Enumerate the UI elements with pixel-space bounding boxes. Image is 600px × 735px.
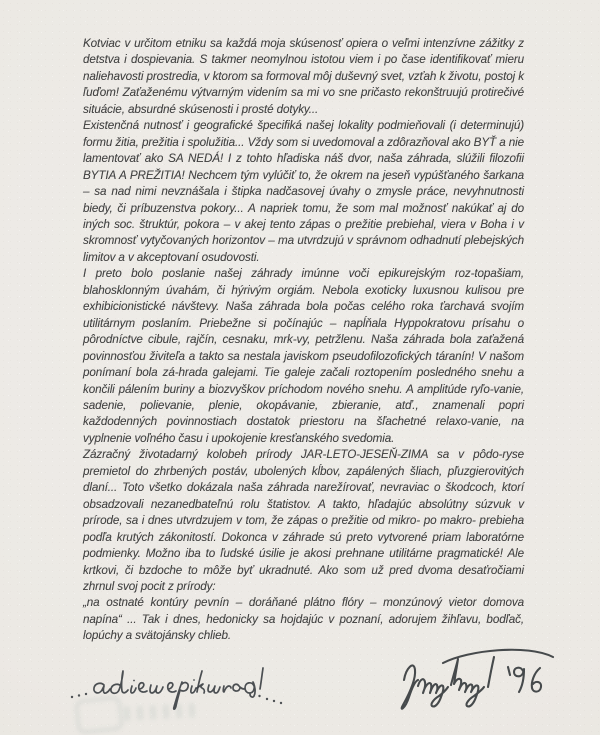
paragraph: „na ostnaté kontúry pevnín – doráňané plátno flóry – monzúnový vietor domova napína“ ... Tak i dnes, hedonicky sa hojdajúc v poznaní, adorujem žihľavu, bodľač, lopúchy a svätojánsky chlieb. [83,596,524,643]
typed-text-block [83,36,524,645]
paragraph: Existenčná nutnosť i geografické špecifiká našej lokality podmieňovali (i determinujú) formu žitia, prežitia i spolužitia... Vždy som si uvedomoval a zdôrazňoval ako BYŤ a nie lamentovať ako SA NEDÁ! I z tohto hľadiska náš dvor, naša záhrada, slúžili filozofii BYTIA A PREŽITIA! Nechcem tým vylúčiť to, že okrem na jeseň vypúšťaného šarkana – sa nad nimi nevznášala i štipka nadčasovej úvahy o zmysle práce, nevyhnutnosti biedy, či príbuzenstva pokory... A napriek tomu, že som mal možnosť nakúkať aj do iných soc. štruktúr, pokora – v akej tento zápas o prežitie prebiehal, viera v Boha i v skromnosť vytyčovaných horizontov – ma utvrdzujú v správnom odhadnutí plebejských limitov a v akceptovaní osudovosti. [83,119,524,264]
paragraph: I preto bolo poslanie našej záhrady imúnne voči epikurejským roz-topašiam, blahosklonným úvahám, či hýrivým orgiám. Nebola exoticky luxusnou kulisou pre exhibicionistické návštevy. Naša záhrada bola počas celého roka ťarchavá svojím utilitárnym poslaním. Priebežne si počínajúc – napĺňala Hyppokratovu prísahu o pôrodníctve cibule, rajčín, cesnaku, mrk-vy, petržlenu. Naša záhrada bola zaťažená povinnosťou živiteľa a takto sa nestala javiskom pseudofilozofických táranín! V našom ponímaní bola zá-hrada galejami. Tie galeje začali roztopením posledného snehu a končili pálením buriny a biozvyškov príchodom nového snehu. A amplitúde ryľo-vanie, sadenie, polievanie, plenie, okopávanie, zbieranie, atď., znamenali popri každodenných povinnostiach dostatok priestoru na šľachetné relaxo-vanie, na vyplnenie voľného času i upokojenie kresťanského svedomia. [83,267,524,445]
paragraph: Zázračný životadarný kolobeh prírody JAR-LETO-JESEŇ-ZIMA sa v pôdo-ryse premietol do zhrbených postáv, ubolených kĺbov, zapálených šliach, pľuzgierovitých dlaní... Toto všetko dokázala naša záhrada narežírovať, nevraviac o škodcoch, ktorí obsadzovali nezanedbateľnú rolu štatistov. A takto, hľadajúc absolútny súzvuk v prírode, sa i dnes utvrdzujem v tom, že zápas o prežitie od mikro- po makro- prebieha podľa krutých zákonitostí. Dokonca v záhrade sú preto vytvorené priam laboratórne podmienky. Možno iba to ľudské úsilie je akosi prehnane utilitárne pragmatické! Ale krtkovi, či bzdoche to môže byť ukradnuté. Ako som už pred dvoma desaťročiami zhrnul svoj pocit z prírody: [83,448,524,593]
paragraph: Kotviac v určitom etniku sa každá moja skúsenosť opiera o veľmi intenzívne zážitky z detstva i dospievania. S takmer neomylnou istotou viem i po čase identifikovať mieru naliehavosti prostredia, v ktorom sa formoval môj duševný svet, vzťah k životu, postoj k ľuďom! Zaťaženému výtvarným videním sa mi vo sne pričasto rekonštruujú protirečivé situácie, absurdné skúsenosti i prosté dotyky... [83,37,524,116]
signature [388,640,558,715]
handwritten-note [66,658,291,713]
